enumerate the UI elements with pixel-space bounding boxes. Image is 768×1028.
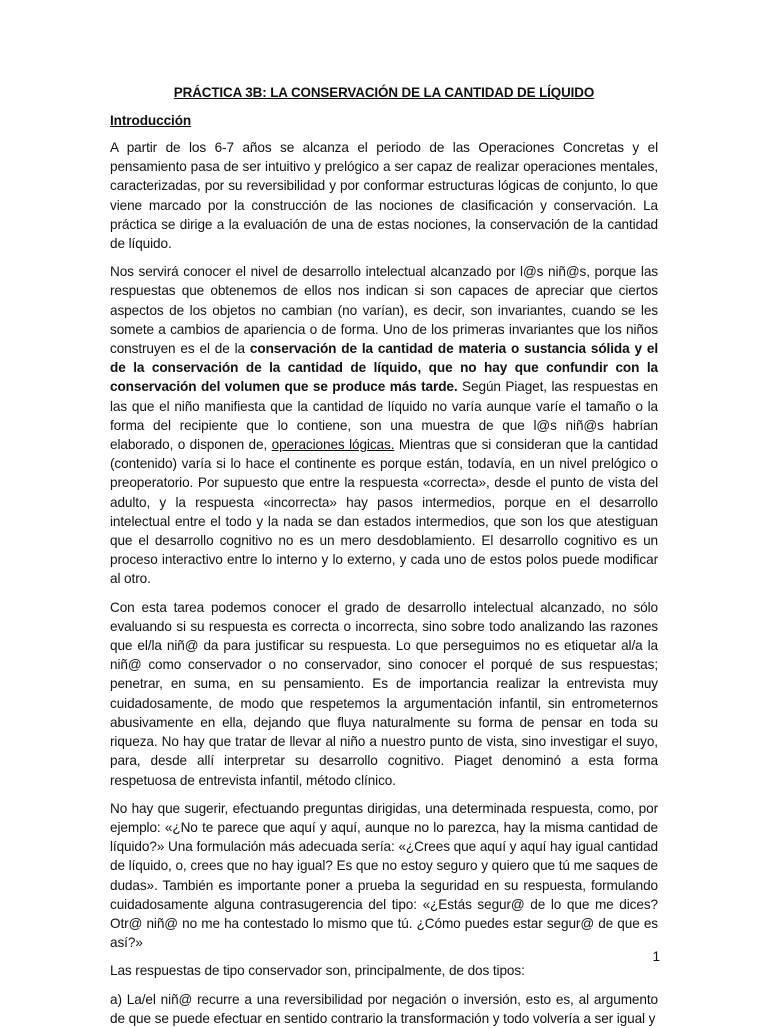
paragraph-task-purpose: Con esta tarea podemos conocer el grado de desarrollo intelectual alcanzado, no sólo evaluando si su respuesta es correcta o incorrecta, sino sobre todo analizando las razones que el/la niñ@ da para justificar su respuesta. Lo que perseguimos no es etiquetar al/a la niñ@ como conservador o no conservador, sino conocer el porqué de sus respuestas; penetrar, en suma, en su pensamiento. Es de importancia realizar la entrevista muy cuidadosamente, de modo que respetemos la argumentación infantil, sin entrometernos abusivamente en ella, dejando que fluya naturalmente su forma de pensar en toda su riqueza. No hay que tratar de llevar al niño a nuestro punto de vista, sino investigar el suyo, para, desde allí interpretar su desarrollo cognitivo. Piaget denominó a esta forma respetuosa de entrevista infantil, método clínico. — [110, 599, 658, 788]
paragraph-questioning: No hay que sugerir, efectuando preguntas dirigidas, una determinada respuesta, como, por ejemplo: «¿No te parece que aquí y aquí, aunque no lo parezca, hay la misma cantidad de líquido?» Una formulación más adecuada sería: «¿Crees que aquí y aquí hay igual cantidad de líquido, o, crees que no hay igual? Es que no estoy seguro y quiero que tú me saques de dudas». También es importante poner a prueba la seguridad en su respuesta, formulando cuidadosamente alguna contrasugerencia del tipo: «¿Estás segur@ de lo que me dices? Otr@ niñ@ no me ha contestado lo mismo que tú. ¿Cómo puedes estar segur@ de que es así?» — [110, 800, 658, 951]
paragraph-text: Nos servirá conocer el nivel de desarrollo intelectual alcanzado por l@s niñ@s, porque las respuestas que obtenemos de ellos nos indican si son capaces de apreciar que ciertos aspectos de los objetos no cambian (no varían), es decir, son invariantes, cuando se les somete a cambios de apariencia o de forma. Uno de los primeras invariantes que los niños construyen es el de la — [110, 264, 658, 357]
section-heading: Introducción — [110, 113, 192, 128]
paragraph-development-level — [110, 262, 658, 588]
underlined-text: operaciones lógicas. — [271, 437, 395, 453]
paragraph-type-a: a) La/el niñ@ recurre a una reversibilidad por negación o inversión, esto es, al argumento de que se puede efectuar en sentido contrario la transformación y todo volvería a ser igual y — [110, 991, 658, 1026]
document-title: PRÁCTICA 3B: LA CONSERVACIÓN DE LA CANTIDAD DE LÍQUIDO — [173, 85, 595, 100]
bold-text: conservación de la cantidad de materia o sustancia sólida y el de la conservación de la cantidad de líquido, que no hay que confundir con la conservación del volumen que se produce más tarde. — [110, 341, 658, 395]
paragraph-intro: A partir de los 6-7 años se alcanza el periodo de las Operaciones Concretas y el pensamiento pasa de ser intuitivo y prelógico a ser capaz de realizar operaciones mentales, caracterizadas, por su reversibilidad y por conformar estructuras lógicas de conjunto, lo que viene marcado por la construcción de las nociones de clasificación y conservación. La práctica se dirige a la evaluación de una de estas nociones, la conservación de la cantidad de líquido. — [110, 140, 658, 252]
paragraph-text: Según Piaget, las respuestas en las que el niño manifiesta que la cantidad de líquido no varía aunque varíe el tamaño o la forma del recipiente que lo contiene, son una muestra de que l@s niñ@s habrían elaborado, o disponen de, — [110, 379, 658, 453]
paragraph-text: Mientras que si consideran que la cantidad (contenido) varía si lo hace el continente es porque están, todavía, en un nivel prelógico o preoperatorio. Por supuesto que entre la respuesta «correcta», desde el punto de vista del adulto, y la respuesta «incorrecta» hay pasos intermedios, porque en el desarrollo intelectual entre el todo y la nada se dan estados intermedios, que son los que atestiguan que el desarrollo cognitivo no es un mero desdoblamiento. El desarrollo cognitivo es un proceso interactivo entre lo interno y lo externo, y cada uno de estos polos puede modificar al otro. — [110, 437, 658, 587]
document-body — [110, 83, 658, 1028]
paragraph-response-types: Las respuestas de tipo conservador son, principalmente, de dos tipos: — [110, 963, 525, 979]
page-number: 1 — [652, 949, 660, 964]
